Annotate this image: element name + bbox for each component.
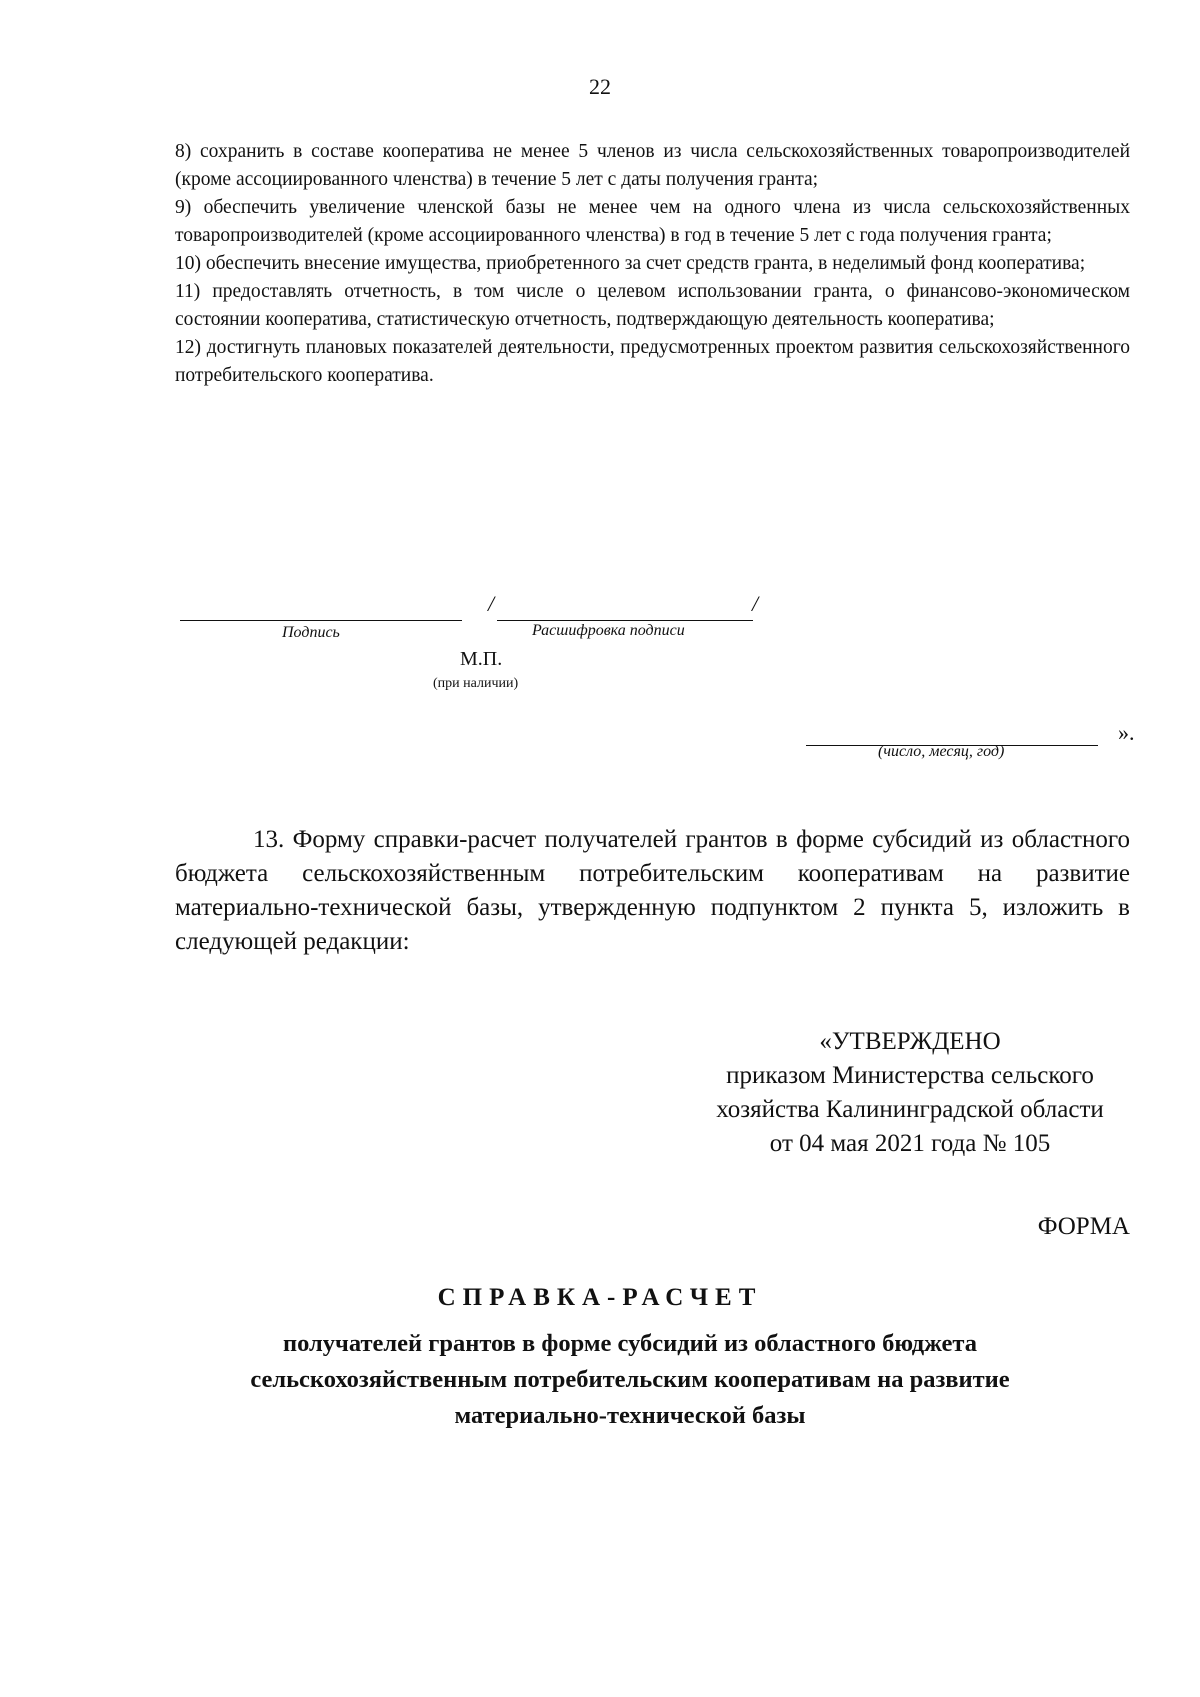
date-caption: (число, месяц, год): [878, 743, 1005, 760]
list-item: 11) предоставлять отчетность, в том числе о целевом использовании гранта, о финансово-экономическом состоянии кооператива, статистическую отчетность, подтверждающую деятельность кооператива;: [175, 281, 1130, 330]
subtitle-line: материально-технической базы: [454, 1402, 806, 1429]
signature-line: [180, 620, 462, 621]
paragraph-13: 13. Форму справки-расчет получателей грантов в форме субсидий из областного бюджета сельскохозяйственным потребительским кооперативам на развитие материально-технической базы, утвержденную подпунктом 2 пункта 5, изложить в следующей редакции:: [175, 826, 1130, 955]
approval-line: приказом Министерства сельского: [726, 1062, 1094, 1089]
approval-line: от 04 мая 2021 года № 105: [769, 1130, 1051, 1157]
page-number: 22: [589, 74, 611, 99]
list-item: 8) сохранить в составе кооператива не менее 5 членов из числа сельскохозяйственных товаропроизводителей (кроме ассоциированного членства) в течение 5 лет с даты получения гранта;: [175, 141, 1130, 190]
seal-note: (при наличии): [433, 676, 519, 691]
seal-label: М.П.: [460, 648, 503, 670]
obligations-list: [175, 138, 1130, 390]
signature-slash-left: /: [488, 591, 495, 616]
document-title: СПРАВКА-РАСЧЕТ: [437, 1284, 763, 1311]
date-closing-quote: ».: [1118, 720, 1135, 745]
subtitle-line: получателей грантов в форме субсидий из областного бюджета: [282, 1330, 978, 1357]
approval-stamp: [650, 1025, 1170, 1161]
approval-line: хозяйства Калининградской области: [716, 1096, 1104, 1123]
list-item: 12) достигнуть плановых показателей деятельности, предусмотренных проектом развития сельскохозяйственного потребительского кооператива.: [175, 337, 1130, 386]
signature-decoding-caption: Расшифровка подписи: [532, 622, 685, 639]
list-item: 9) обеспечить увеличение членской базы не менее чем на одного члена из числа сельскохозяйственных товаропроизводителей (кроме ассоциированного членства) в год в течение 5 лет с года получения гранта;: [175, 197, 1130, 246]
subtitle-line: сельскохозяйственным потребительским кооперативам на развитие: [250, 1366, 1010, 1393]
list-item: 10) обеспечить внесение имущества, приобретенного за счет средств гранта, в неделимый фонд кооператива;: [175, 253, 1086, 274]
document-subtitle: [130, 1326, 1130, 1434]
signature-slash-right: /: [752, 591, 759, 616]
signature-caption: Подпись: [282, 624, 340, 641]
form-label: ФОРМА: [1037, 1213, 1130, 1240]
signature-decoding-line: [497, 620, 753, 621]
approval-line: «УТВЕРЖДЕНО: [819, 1028, 1001, 1055]
